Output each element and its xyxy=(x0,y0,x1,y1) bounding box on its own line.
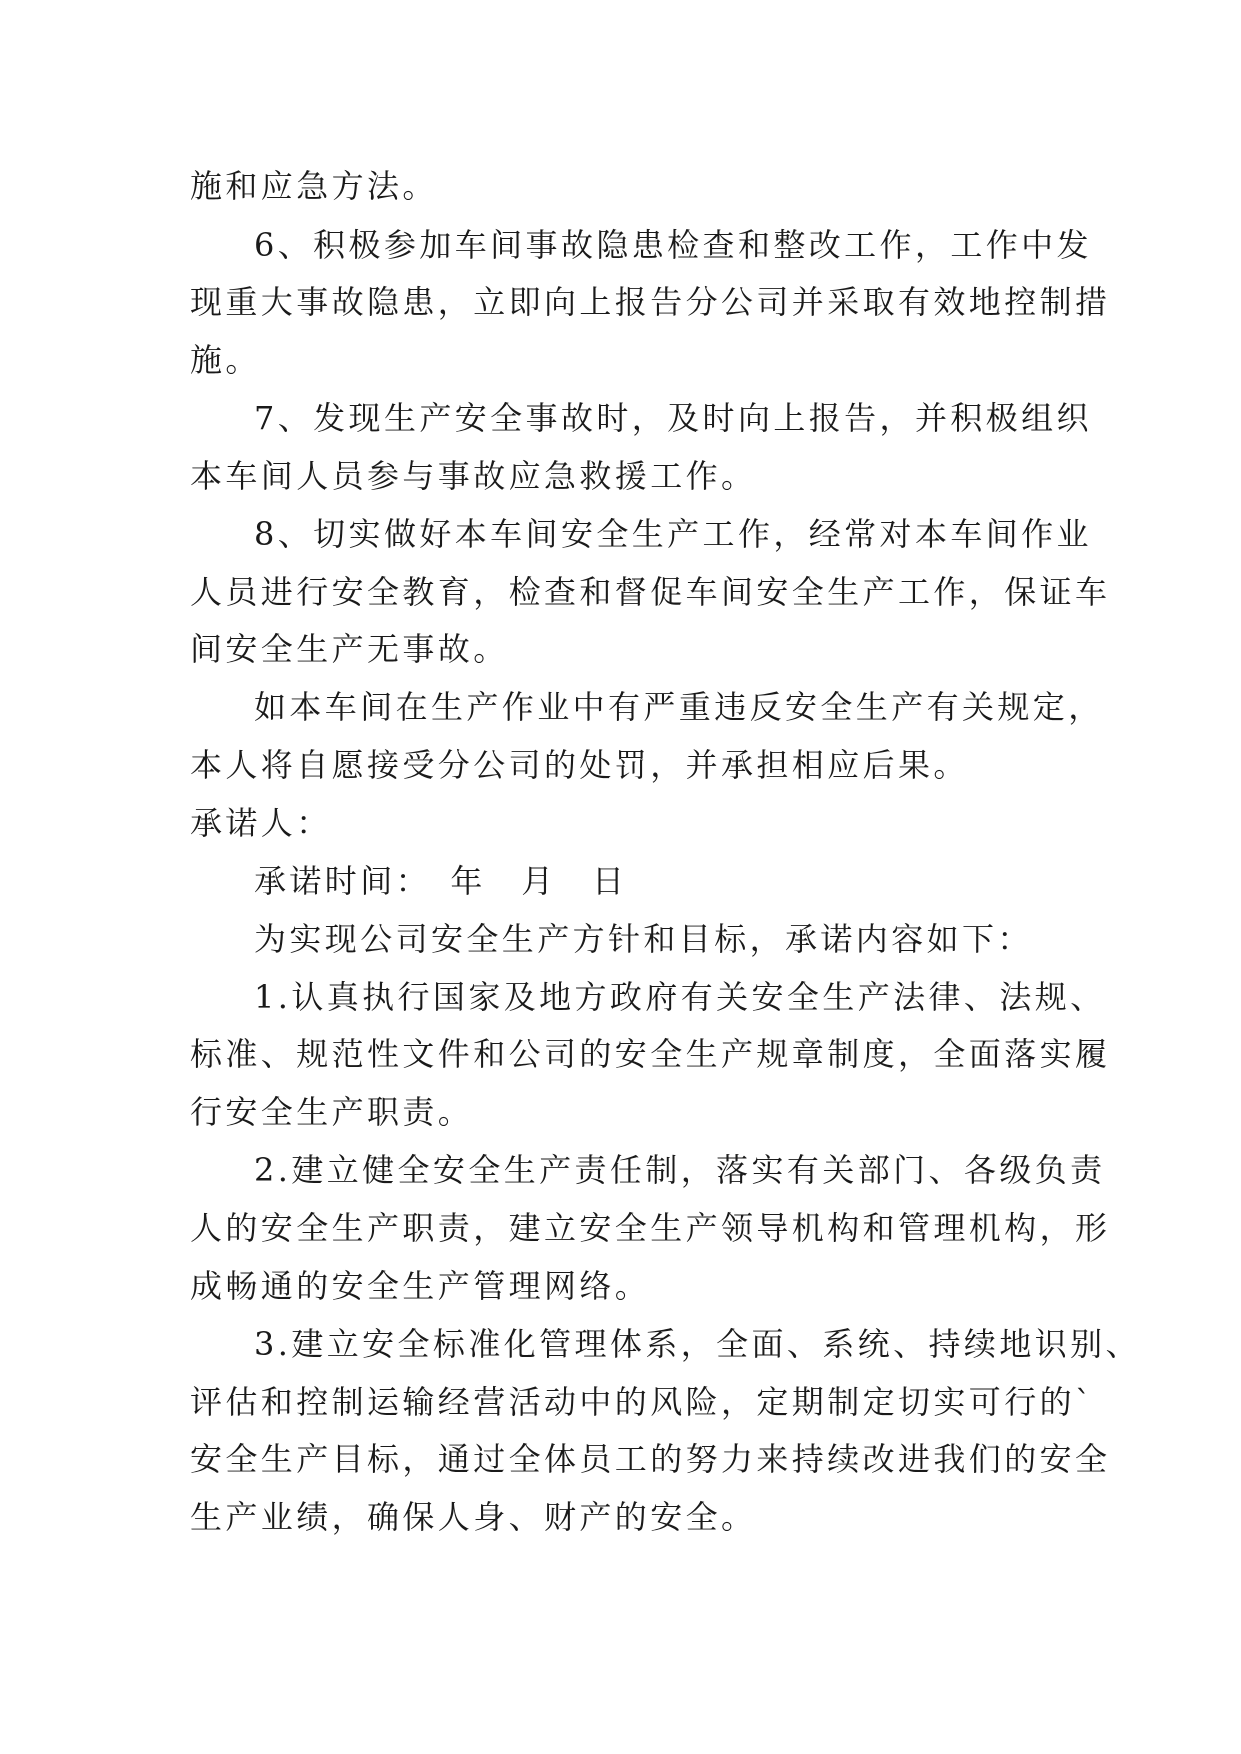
text-line: 如本车间在生产作业中有严重违反安全生产有关规定， xyxy=(254,688,1104,726)
text-line: 本人将自愿接受分公司的处罚，并承担相应后果。 xyxy=(190,746,969,784)
text-line: 2.建立健全安全生产责任制，落实有关部门、各级负责 xyxy=(254,1151,1106,1189)
text-line: 施和应急方法。 xyxy=(190,167,438,205)
text-line: 标准、规范性文件和公司的安全生产规章制度，全面落实履 xyxy=(190,1035,1111,1073)
text-line: 3.建立安全标准化管理体系，全面、系统、持续地识别、 xyxy=(254,1325,1141,1363)
text-line: 成畅通的安全生产管理网络。 xyxy=(190,1267,651,1305)
text-line: 本车间人员参与事故应急救援工作。 xyxy=(190,457,757,495)
text-line: 生产业绩，确保人身、财产的安全。 xyxy=(190,1498,757,1536)
text-line: 间安全生产无事故。 xyxy=(190,630,509,668)
text-line: 人员进行安全教育，检查和督促车间安全生产工作，保证车 xyxy=(190,573,1111,611)
text-line: 安全生产目标，通过全体员工的努力来持续改进我们的安全 xyxy=(190,1440,1111,1478)
commitment-date-label: 承诺时间： 年 月 日 xyxy=(254,862,628,900)
text-line: 7、发现生产安全事故时，及时向上报告，并积极组织 xyxy=(254,399,1092,437)
text-line: 6、积极参加车间事故隐患检查和整改工作，工作中发 xyxy=(254,226,1092,264)
text-line: 评估和控制运输经营活动中的风险，定期制定切实可行的` xyxy=(190,1383,1095,1421)
text-line: 人的安全生产职责，建立安全生产领导机构和管理机构，形 xyxy=(190,1209,1111,1247)
text-line: 现重大事故隐患，立即向上报告分公司并采取有效地控制措 xyxy=(190,283,1111,321)
text-line: 8、切实做好本车间安全生产工作，经常对本车间作业 xyxy=(254,515,1092,553)
text-line: 行安全生产职责。 xyxy=(190,1093,474,1131)
text-line: 为实现公司安全生产方针和目标，承诺内容如下： xyxy=(254,920,1033,958)
signer-label: 承诺人： xyxy=(190,804,332,842)
text-line: 1.认真执行国家及地方政府有关安全生产法律、法规、 xyxy=(254,978,1106,1016)
text-line: 施。 xyxy=(190,341,261,379)
